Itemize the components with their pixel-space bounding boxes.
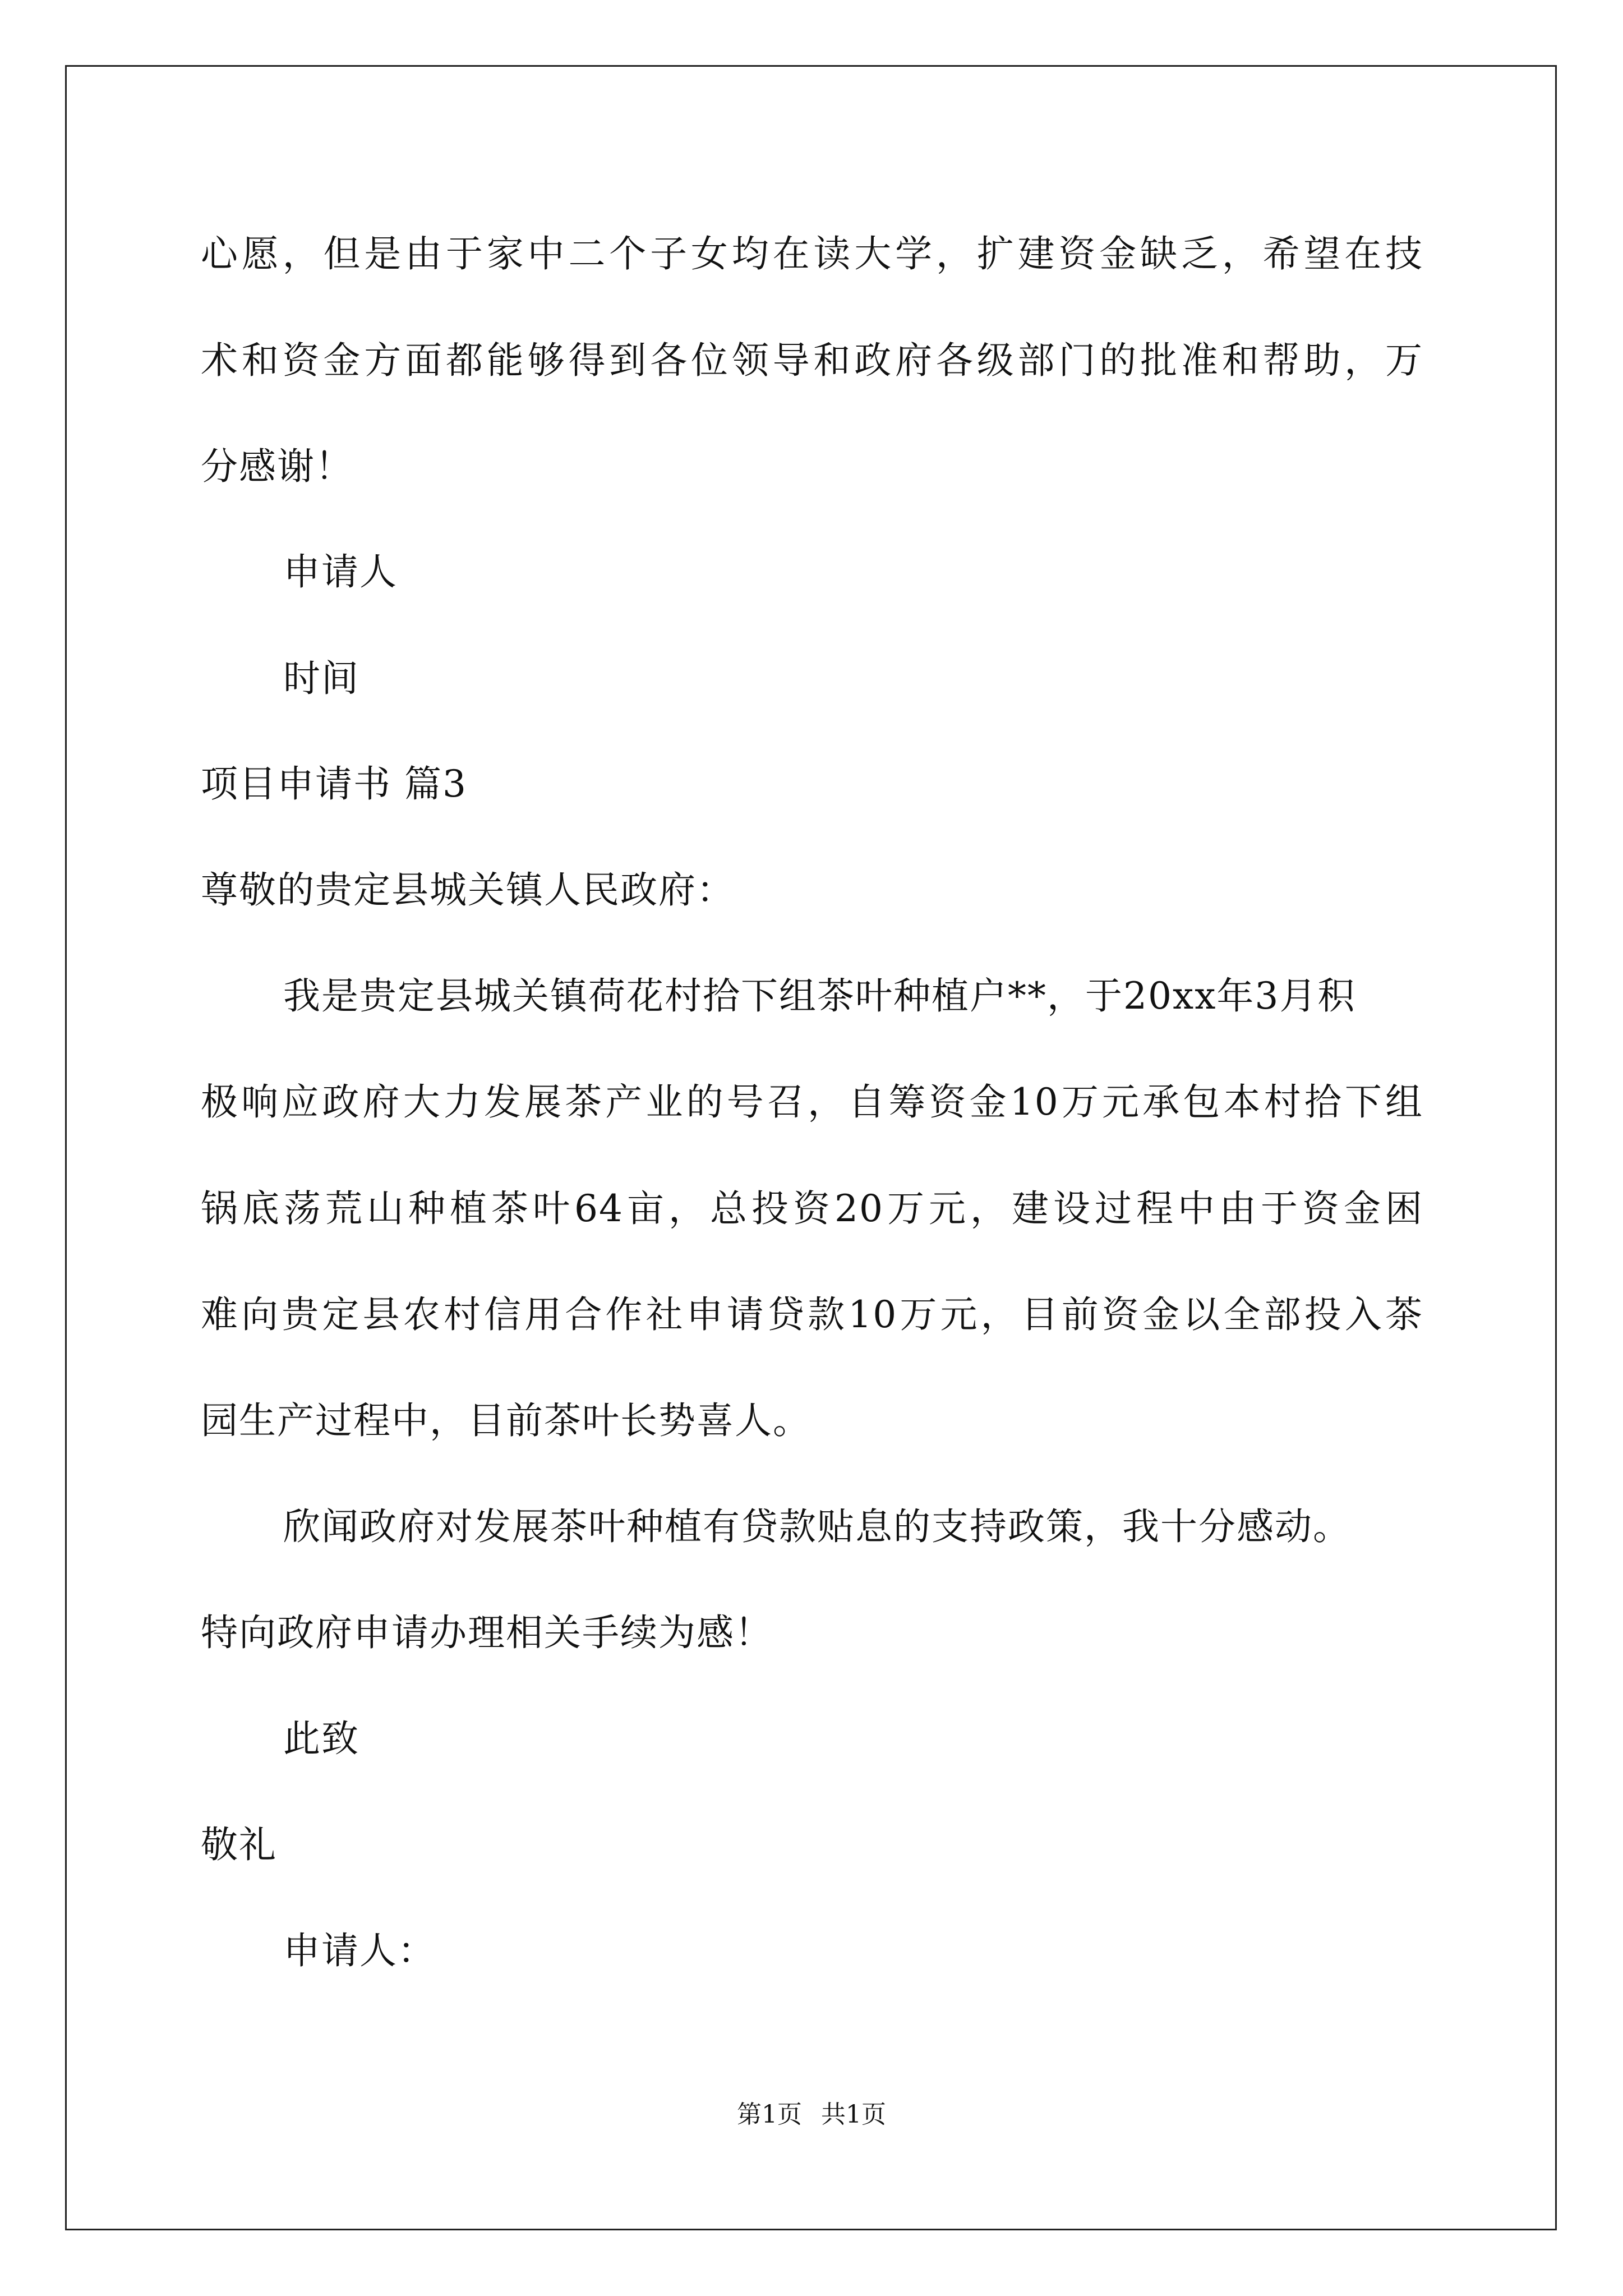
paragraph-line: 难向贵定县农村信用合作社申请贷款10万元，目前资金以全部投入茶 <box>201 1293 1423 1336</box>
closing-regards: 敬礼 <box>201 1823 277 1866</box>
date-label: 时间 <box>283 657 359 700</box>
closing-phrase: 此致 <box>283 1717 359 1760</box>
paragraph-line: 极响应政府大力发展茶产业的号召，自筹资金10万元承包本村拾下组 <box>201 1080 1423 1124</box>
applicant-signature-label: 申请人： <box>283 1929 436 1972</box>
paragraph-line: 园生产过程中，目前茶叶长势喜人。 <box>201 1399 811 1442</box>
page-footer: 第1页 共1页 <box>737 2100 886 2129</box>
paragraph-line: 我是贵定县城关镇荷花村拾下组茶叶种植户**，于20xx年3月积 <box>283 974 1356 1018</box>
paragraph-line: 术和资金方面都能够得到各位领导和政府各级部门的批准和帮助，万 <box>201 339 1423 382</box>
paragraph-line: 欣闻政府对发展茶叶种植有贷款贴息的支持政策，我十分感动。 <box>283 1505 1351 1548</box>
page-frame <box>65 65 1557 2230</box>
section-heading: 项目申请书 篇3 <box>201 762 467 806</box>
salutation: 尊敬的贵定县城关镇人民政府： <box>201 868 735 912</box>
paragraph-line: 心愿，但是由于家中二个子女均在读大学，扩建资金缺乏，希望在技 <box>201 232 1423 275</box>
paragraph-line: 特向政府申请办理相关手续为感！ <box>201 1611 773 1654</box>
applicant-label: 申请人 <box>283 550 398 593</box>
paragraph-line: 锅底荡荒山种植茶叶64亩，总投资20万元，建设过程中由于资金困 <box>201 1187 1423 1230</box>
paragraph-line: 分感谢！ <box>201 445 353 488</box>
